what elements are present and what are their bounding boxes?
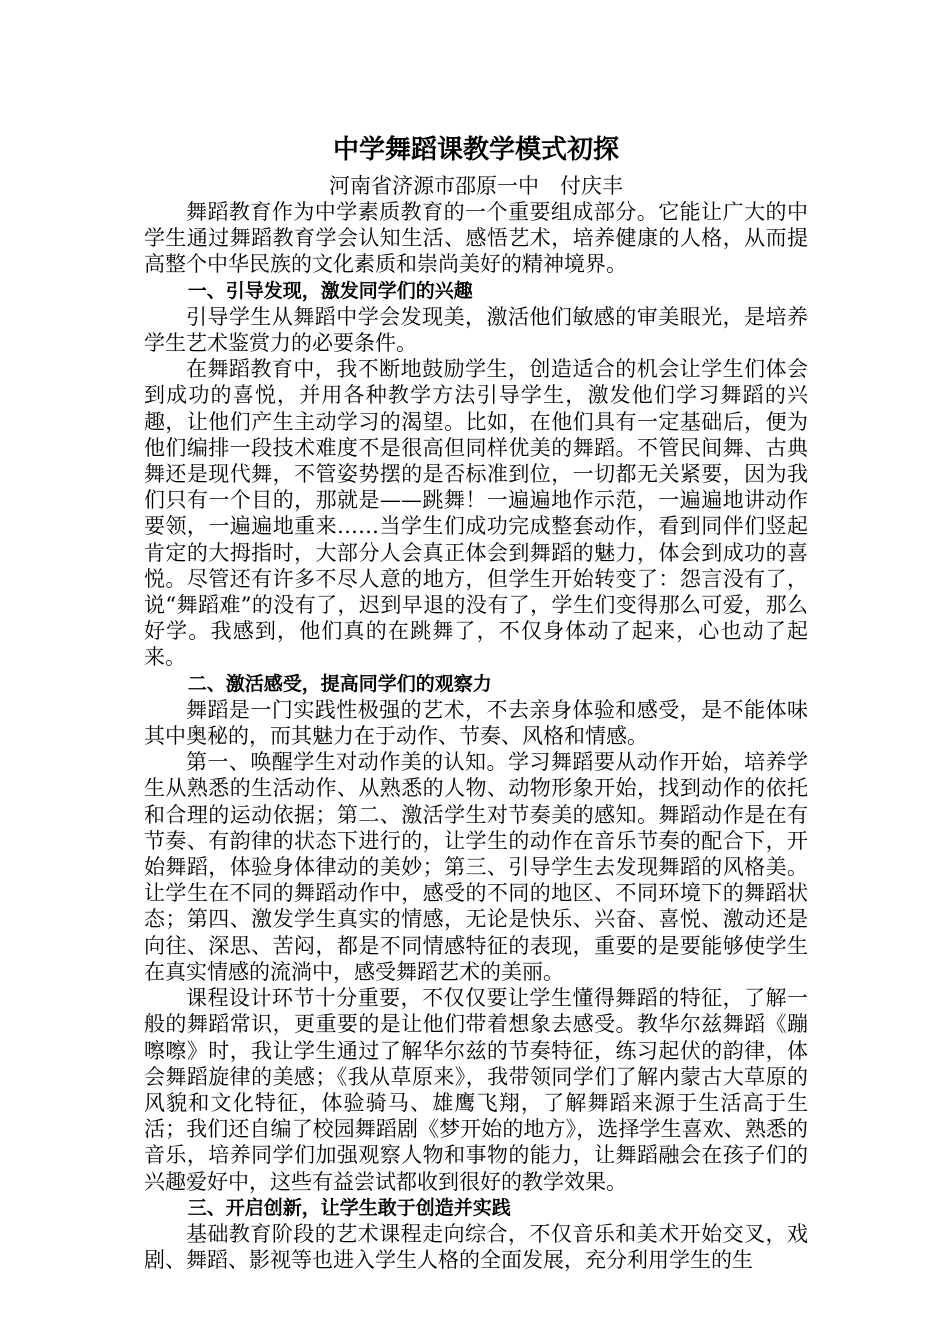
section-heading-3: 三、开启创新，让学生敢于创造并实践 — [187, 1196, 511, 1219]
document-body — [144, 131, 808, 1273]
section-2-paragraph-3: 课程设计环节十分重要，不仅仅要让学生懂得舞蹈的特征，了解一般的舞蹈常识，更重要的是让他们带着想象去感受。教华尔兹舞蹈《蹦嚓嚓》时，我让学生通过了解华尔兹的节奏特征，练习起伏的韵律，体会舞蹈旋律的美感；《我从草原来》，我带领同学们了解内蒙古大草原的风貌和文化特征，体验骑马、雄鹰飞翔，了解舞蹈来源于生活高于生活；我们还自编了校园舞蹈剧《梦开始的地方》，选择学生喜欢、熟悉的音乐，培养同学们加强观察人物和事物的能力，让舞蹈融会在孩子们的兴趣爱好中，这些有益尝试都收到很好的教学效果。 — [144, 986, 808, 1194]
section-heading-2: 二、激活感受，提高同学们的观察力 — [187, 672, 492, 695]
section-heading-1: 一、引导发现，激发同学们的兴趣 — [187, 279, 473, 302]
intro-paragraph: 舞蹈教育作为中学素质教育的一个重要组成部分。它能让广大的中学生通过舞蹈教育学会认知生活、感悟艺术，培养健康的人格，从而提高整个中华民族的文化素质和崇尚美好的精神境界。 — [144, 200, 808, 277]
section-3-paragraph-1: 基础教育阶段的艺术课程走向综合，不仅音乐和美术开始交叉，戏剧、舞蹈、影视等也进入学生人格的全面发展，充分利用学生的生 — [144, 1221, 808, 1273]
section-2-paragraph-2: 第一、唤醒学生对动作美的认知。学习舞蹈要从动作开始，培养学生从熟悉的生活动作、从熟悉的人物、动物形象开始，找到动作的依托和合理的运动依据；第二、激活学生对节奏美的感知。舞蹈动作是在有节奏、有韵律的状态下进行的，让学生的动作在音乐节奏的配合下，开始舞蹈，体验身体律动的美妙；第三、引导学生去发现舞蹈的风格美。让学生在不同的舞蹈动作中，感受的不同的地区、不同环境下的舞蹈状态；第四、激发学生真实的情感，无论是快乐、兴奋、喜悦、激动还是向往、深思、苦闷，都是不同情感特征的表现，重要的是要能够使学生在真实情感的流淌中，感受舞蹈艺术的美丽。 — [144, 750, 808, 984]
document-author: 河南省济源市邵原一中 付庆丰 — [329, 174, 623, 198]
section-1-paragraph-2: 在舞蹈教育中，我不断地鼓励学生，创造适合的机会让学生们体会到成功的喜悦，并用各种教学方法引导学生，激发他们学习舞蹈的兴趣，让他们产生主动学习的渴望。比如，在他们具有一定基础后，便为他们编排一段技术难度不是很高但同样优美的舞蹈。不管民间舞、古典舞还是现代舞，不管姿势摆的是否标准到位，一切都无关紧要，因为我们只有一个目的，那就是——跳舞！一遍遍地作示范，一遍遍地讲动作要领，一遍遍地重来……当学生们成功完成整套动作，看到同伴们竖起肯定的大拇指时，大部分人会真正体会到舞蹈的魅力，体会到成功的喜悦。尽管还有许多不尽人意的地方，但学生开始转变了：怨言没有了，说“舞蹈难”的没有了，迟到早退的没有了，学生们变得那么可爱，那么好学。我感到，他们真的在跳舞了，不仅身体动了起来，心也动了起来。 — [144, 357, 808, 670]
section-1-paragraph-1: 引导学生从舞蹈中学会发现美，激活他们敏感的审美眼光，是培养学生艺术鉴赏力的必要条件。 — [144, 304, 808, 356]
document-title: 中学舞蹈课教学模式初探 — [332, 135, 619, 165]
section-2-paragraph-1: 舞蹈是一门实践性极强的艺术，不去亲身体验和感受，是不能体味其中奥秘的，而其魅力在于动作、节奏、风格和情感。 — [144, 697, 808, 749]
